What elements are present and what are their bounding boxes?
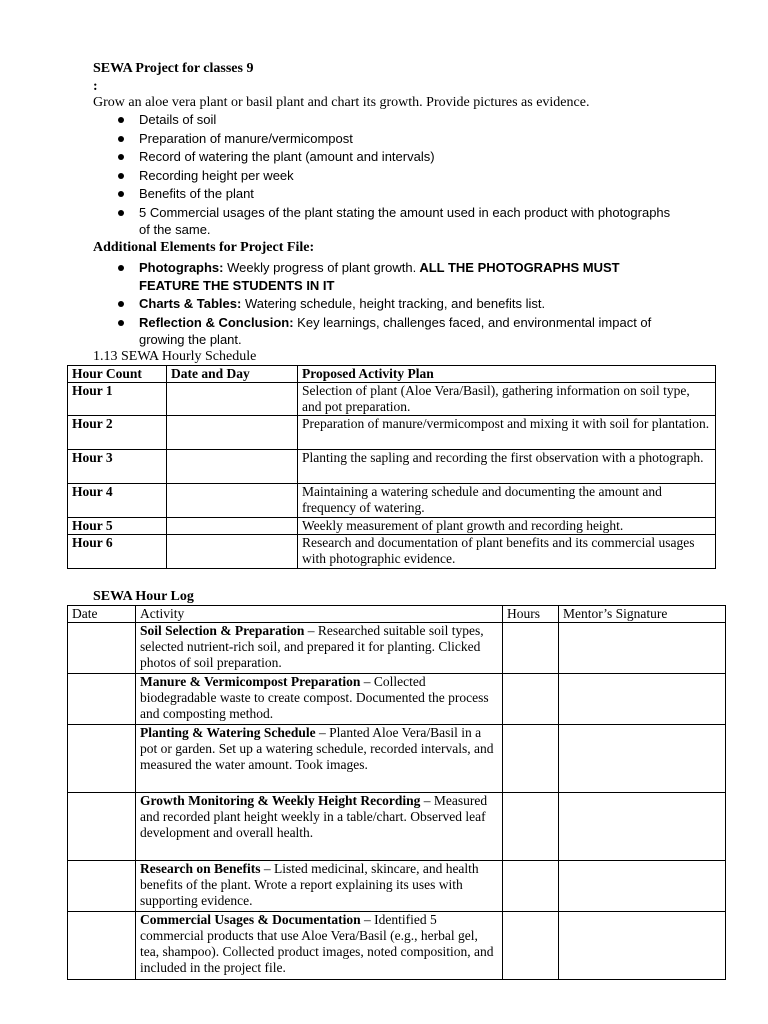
table-row [68, 725, 726, 793]
column-header: Date [68, 606, 136, 623]
table-row [68, 535, 716, 569]
activity-cell [136, 674, 503, 725]
activity-desc: – Researched suitable soil types, selected nutrient-rich soil, and prepared it for planting. Clicked photos of soil preparation. [140, 623, 484, 670]
list-item: Recording height per week [116, 167, 676, 185]
hours-cell [503, 674, 559, 725]
project-title: SEWA Project for classes 9 [93, 61, 254, 76]
requirements-list [116, 111, 676, 240]
table-row [68, 912, 726, 980]
signature-cell [559, 861, 726, 912]
activity-cell [136, 623, 503, 674]
hour-cell: Hour 1 [68, 383, 167, 416]
date-cell [167, 518, 298, 535]
date-cell [167, 484, 298, 518]
date-cell [68, 725, 136, 793]
date-cell [167, 416, 298, 450]
activity-desc: – Collected biodegradable waste to create compost. Documented the process and composting method. [140, 674, 489, 721]
activity-title: Planting & Watering Schedule [140, 725, 316, 740]
hour-cell: Hour 4 [68, 484, 167, 518]
table-row [68, 383, 716, 416]
plan-cell: Maintaining a watering schedule and documenting the amount and frequency of watering. [298, 484, 716, 518]
item-text: Key learnings, challenges faced, and environmental impact of growing the plant. [139, 314, 652, 347]
table-row [68, 416, 716, 450]
date-cell [68, 861, 136, 912]
project-intro: Grow an aloe vera plant or basil plant and chart its growth. Provide pictures as evidence. [93, 95, 590, 110]
list-item: Preparation of manure/vermicompost [116, 130, 676, 148]
plan-cell: Preparation of manure/vermicompost and mixing it with soil for plantation. [298, 416, 716, 450]
hours-cell [503, 861, 559, 912]
activity-title: Growth Monitoring & Weekly Height Recording [140, 793, 421, 808]
item-label: Charts & Tables: [139, 296, 242, 311]
additional-list [116, 259, 676, 350]
list-item [116, 295, 676, 313]
column-header: Hours [503, 606, 559, 623]
hours-cell [503, 725, 559, 793]
signature-cell [559, 674, 726, 725]
schedule-table [67, 365, 716, 569]
activity-cell [136, 793, 503, 861]
hour-cell: Hour 2 [68, 416, 167, 450]
signature-cell [559, 725, 726, 793]
date-cell [68, 793, 136, 861]
list-item: Record of watering the plant (amount and intervals) [116, 148, 676, 166]
column-header: Activity [136, 606, 503, 623]
schedule-heading: 1.13 SEWA Hourly Schedule [93, 349, 257, 364]
item-emphasis: ALL THE PHOTOGRAPHS MUST FEATURE THE STUDENTS IN IT [139, 260, 620, 293]
hours-cell [503, 912, 559, 980]
column-header: Mentor’s Signature [559, 606, 726, 623]
hours-cell [503, 793, 559, 861]
list-item: Details of soil [116, 111, 676, 129]
table-row [68, 623, 726, 674]
plan-cell: Weekly measurement of plant growth and recording height. [298, 518, 716, 535]
date-cell [167, 383, 298, 416]
item-label: Photographs: [139, 260, 224, 275]
hour-cell: Hour 3 [68, 450, 167, 484]
plan-cell: Research and documentation of plant benefits and its commercial usages with photographic evidence. [298, 535, 716, 569]
signature-cell [559, 623, 726, 674]
table-row [68, 674, 726, 725]
hour-cell: Hour 5 [68, 518, 167, 535]
activity-cell [136, 912, 503, 980]
list-item [116, 314, 676, 349]
activity-desc: – Measured and recorded plant height weekly in a table/chart. Observed leaf development and overall health. [140, 793, 488, 840]
table-header-row [68, 606, 726, 623]
table-row [68, 484, 716, 518]
column-header: Proposed Activity Plan [298, 366, 716, 383]
activity-title: Manure & Vermicompost Preparation [140, 674, 361, 689]
item-label: Reflection & Conclusion: [139, 314, 294, 330]
date-cell [68, 674, 136, 725]
item-text: Weekly progress of plant growth. [223, 260, 417, 275]
list-item: 5 Commercial usages of the plant stating the amount used in each product with photographs of the same. [116, 204, 676, 239]
plan-cell: Selection of plant (Aloe Vera/Basil), gathering information on soil type, and pot preparation. [298, 383, 716, 416]
list-item: Benefits of the plant [116, 185, 676, 203]
signature-cell [559, 912, 726, 980]
date-cell [68, 623, 136, 674]
date-cell [68, 912, 136, 980]
signature-cell [559, 793, 726, 861]
plan-cell: Planting the sapling and recording the first observation with a photograph. [298, 450, 716, 484]
hour-log-table [67, 605, 726, 980]
table-row [68, 861, 726, 912]
list-item [116, 259, 676, 294]
activity-title: Research on Benefits [140, 861, 261, 876]
activity-title: Commercial Usages & Documentation [140, 912, 361, 927]
additional-heading: Additional Elements for Project File: [93, 240, 315, 255]
title-colon: : [93, 79, 98, 94]
table-header-row [68, 366, 716, 383]
log-heading: SEWA Hour Log [93, 589, 194, 604]
activity-title: Soil Selection & Preparation [140, 623, 305, 638]
activity-desc: – Listed medicinal, skincare, and health benefits of the plant. Wrote a report explaining its uses with supporting evidence. [140, 861, 479, 908]
table-row [68, 518, 716, 535]
activity-desc: – Planted Aloe Vera/Basil in a pot or garden. Set up a watering schedule, recorded intervals, and measured the water amount. Took images. [140, 725, 494, 772]
item-text: Watering schedule, height tracking, and benefits list. [241, 296, 546, 311]
table-row [68, 450, 716, 484]
column-header: Date and Day [167, 366, 298, 383]
activity-desc: – Identified 5 commercial products that use Aloe Vera/Basil (e.g., herbal gel, tea, shampoo). Collected product images, noted composition, and included in the project file. [140, 912, 494, 975]
table-row [68, 793, 726, 861]
column-header: Hour Count [68, 366, 167, 383]
activity-cell [136, 861, 503, 912]
date-cell [167, 450, 298, 484]
activity-cell [136, 725, 503, 793]
hour-cell: Hour 6 [68, 535, 167, 569]
date-cell [167, 535, 298, 569]
hours-cell [503, 623, 559, 674]
